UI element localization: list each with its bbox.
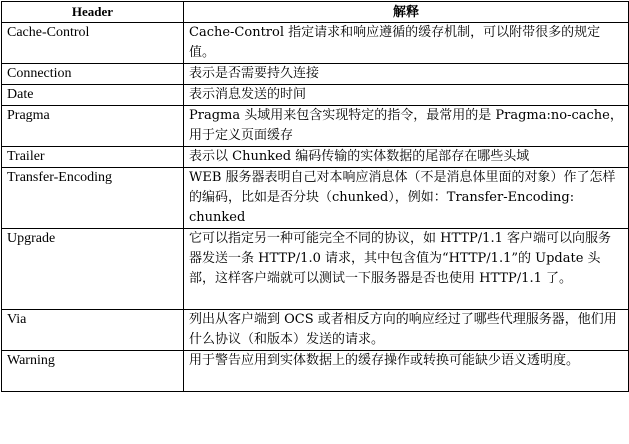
table-header-row [2,2,629,23]
header-description-cell: 用于警告应用到实体数据上的缓存操作或转换可能缺少语义透明度。 [184,351,629,392]
explanation-column-title: 解释 [184,2,629,23]
http-headers-table [1,1,629,392]
table-row [2,310,629,351]
table-row [2,168,629,229]
table-row [2,106,629,147]
header-description-cell: 列出从客户端到 OCS 或者相反方向的响应经过了哪些代理服务器，他们用什么协议（和版本）发送的请求。 [184,310,629,351]
table-row [2,64,629,85]
table-row [2,229,629,310]
header-description-cell: Pragma 头域用来包含实现特定的指令，最常用的是 Pragma:no-cache，用于定义页面缓存 [184,106,629,147]
header-name-cell: Cache-Control [2,23,184,64]
header-name-cell: Upgrade [2,229,184,310]
header-description-cell: Cache-Control 指定请求和响应遵循的缓存机制，可以附带很多的规定值。 [184,23,629,64]
header-name-cell: Via [2,310,184,351]
table-row [2,351,629,392]
header-description-cell: 表示是否需要持久连接 [184,64,629,85]
header-name-cell: Connection [2,64,184,85]
header-column-title: Header [2,2,184,23]
header-description-cell: WEB 服务器表明自己对本响应消息体（不是消息体里面的对象）作了怎样的编码，比如是否分块（chunked），例如：Transfer-Encoding: chunked [184,168,629,229]
header-description-cell: 它可以指定另一种可能完全不同的协议，如 HTTP/1.1 客户端可以向服务器发送一条 HTTP/1.0 请求，其中包含值为“HTTP/1.1”的 Update 头部，这样客户端就可以测试一下服务器是否也使用 HTTP/1.1 了。 [184,229,629,310]
header-name-cell: Trailer [2,147,184,168]
table-row [2,23,629,64]
header-name-cell: Warning [2,351,184,392]
table-row [2,85,629,106]
header-description-cell: 表示以 Chunked 编码传输的实体数据的尾部存在哪些头域 [184,147,629,168]
table-row [2,147,629,168]
header-name-cell: Transfer-Encoding [2,168,184,229]
header-name-cell: Pragma [2,106,184,147]
header-description-cell: 表示消息发送的时间 [184,85,629,106]
header-name-cell: Date [2,85,184,106]
